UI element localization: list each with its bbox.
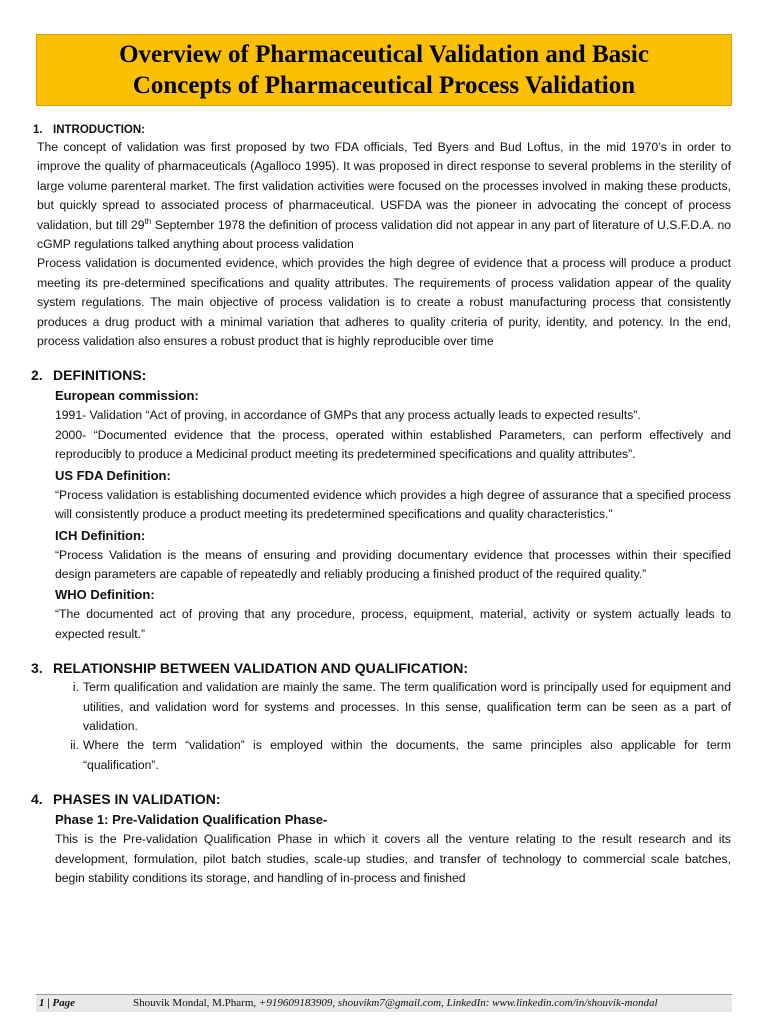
- document-body: [31, 122, 731, 888]
- section-title: INTRODUCTION:: [53, 124, 145, 136]
- relationship-list: [37, 678, 731, 775]
- section-title: PHASES IN VALIDATION:: [53, 791, 221, 808]
- section-heading-introduction: [33, 122, 731, 138]
- phases-block: [55, 810, 731, 888]
- section-number: 4.: [31, 791, 43, 808]
- section-title: DEFINITIONS:: [53, 367, 147, 384]
- intro-paragraph-2: Process validation is documented evidence, which provides the high degree of evidence that a process will produce a product meeting its pre-determined specifications and quality attributes. The requirements of process validation appear of the quality system regulations. The main objective of process validation is to create a robust manufacturing process that consistently produces a drug product with a minimal variation that adheres to quality criteria of purity, identity, and potency. In the end, process validation also ensures a robust product that is highly reproducible over time: [37, 256, 731, 349]
- author-contact: +919609183909, shouvikm7@gmail.com, LinkedIn: www.linkedin.com/in/shouvik-mondal: [258, 997, 658, 1009]
- intro-paragraph-1: [37, 138, 731, 254]
- ec-definition-1991: 1991- Validation “Act of proving, in accordance of GMPs that any process actually leads to expected results”.: [55, 408, 641, 423]
- subheading-phase-1: Phase 1: Pre-Validation Qualification Phase-: [55, 812, 328, 828]
- author-name: Shouvik Mondal, M.Pharm,: [133, 997, 259, 1009]
- ec-definition-2000: 2000- “Documented evidence that the process, operated within established Parameters, can perform effectively and reproducibly to produce a Medicinal product meeting its predetermined specifications and quality attributes”.: [55, 427, 731, 462]
- title-banner: [36, 34, 732, 106]
- subheading-who: WHO Definition:: [55, 587, 155, 603]
- list-item: [37, 678, 731, 736]
- section-number: 2.: [31, 367, 43, 384]
- document-title-line-2: Concepts of Pharmaceutical Process Validation: [132, 72, 636, 99]
- list-item-text: Where the term “validation” is employed within the documents, the same principles also applicable for term “qualification”.: [83, 738, 731, 772]
- list-item-text: Term qualification and validation are mainly the same. The term qualification word is principally used for equipment and utilities, and validation word for systems and processes. In this sense, qualification term can be seen as a part of validation.: [83, 680, 731, 733]
- page-footer: [36, 994, 732, 1012]
- page-number: 1 | Page: [39, 997, 76, 1009]
- definitions-block: [55, 386, 731, 644]
- list-item: [37, 736, 731, 775]
- intro-paragraph-1-text-a: The concept of validation was first proposed by two FDA officials, Ted Byers and Bud Loftus, in the mid 1970’s in order to improve the quality of pharmaceuticals (Agalloco 1995). It was proposed in direct response to several problems in the sterility of large volume parenteral market. The first validation activities were focused on the processes involved in making these products, but quickly spread to associated process of pharmaceutical. USFDA was the pioneer in advocating the concept of process validation, but till 29: [37, 140, 731, 232]
- superscript: th: [144, 216, 152, 226]
- section-number: 3.: [31, 660, 43, 677]
- section-heading-definitions: [31, 365, 731, 385]
- list-numeral: i.: [72, 680, 79, 695]
- section-number: 1.: [33, 124, 43, 136]
- fda-definition: “Process validation is establishing documented evidence which provides a high degree of assurance that a specified process will consistently produce a product meeting its predetermined specifications and quality characteristics.”: [55, 487, 731, 522]
- footer-author: [129, 995, 658, 1012]
- subheading-us-fda: US FDA Definition:: [55, 467, 171, 483]
- ich-definition: “Process Validation is the means of ensuring and providing documentary evidence that processes within their specified design parameters are capable of repeatedly and reliably producing a finished product of the required quality.”: [55, 547, 731, 581]
- subheading-ich: ICH Definition:: [55, 527, 146, 543]
- section-heading-relationship: [31, 658, 731, 678]
- subheading-european-commission: European commission:: [55, 388, 199, 404]
- who-definition: “The documented act of proving that any procedure, process, equipment, material, activity or system actually leads to expected result.”: [55, 607, 731, 641]
- intro-paragraph-1-text-b: September 1978 the definition of process validation did not appear in any part of literature of U.S.F.D.A. no cGMP regulations talked anything about process validation: [37, 217, 731, 252]
- section-heading-phases: [31, 789, 731, 809]
- document-title-line-1: Overview of Pharmaceutical Validation and Basic: [119, 41, 649, 68]
- list-numeral: ii.: [70, 738, 79, 753]
- section-title: RELATIONSHIP BETWEEN VALIDATION AND QUALIFICATION:: [53, 660, 469, 677]
- phase-1-text: This is the Pre-validation Qualification Phase in which it covers all the venture relating to the result research and its development, formulation, pilot batch studies, scale-up studies, and transfer of technology to commercial scale batches, begin stability conditions its storage, and handling of in-process and finished: [55, 832, 731, 885]
